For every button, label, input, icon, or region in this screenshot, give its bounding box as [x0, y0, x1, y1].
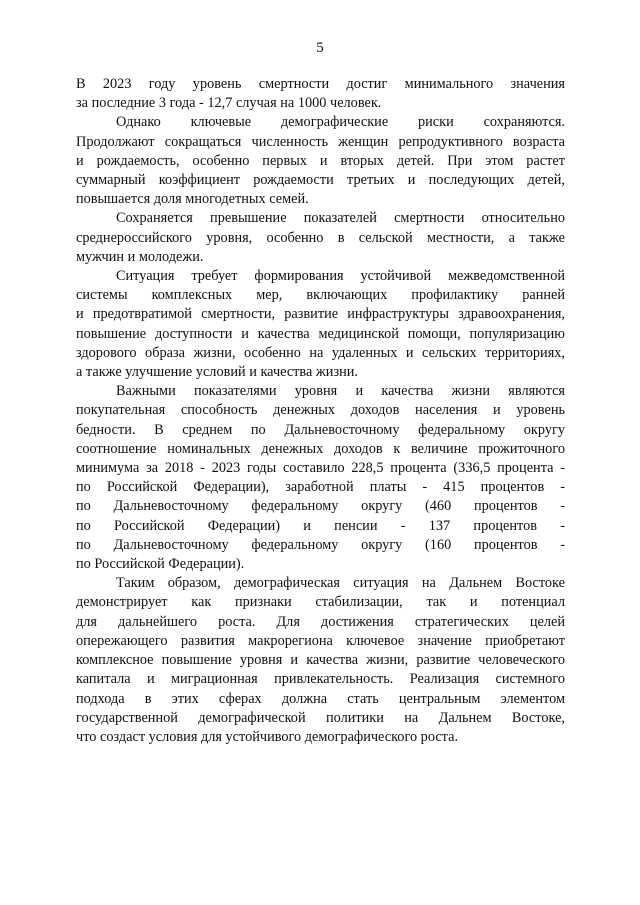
text-line: мужчин и молодежи. [76, 248, 204, 265]
text-line: Сохраняется превышение показателей смертности относительно [116, 210, 565, 227]
text-line: государственной демографической политики на Дальнем Востоке, [76, 709, 565, 726]
text-line: Ситуация требует формирования устойчивой межведомственной [116, 268, 565, 285]
text-line: подхода в этих сферах должна стать центральным элементом [76, 690, 565, 707]
text-line: бедности. В среднем по Дальневосточному федеральному округу [76, 421, 565, 438]
text-line: Однако ключевые демографические риски сохраняются. [116, 114, 565, 131]
text-line: повышается доля многодетных семей. [76, 191, 309, 208]
text-line: Продолжают сокращаться численность женщин репродуктивного возраста [76, 133, 565, 150]
text-line: по Российской Федерации) и пенсии - 137 процентов - [76, 517, 565, 534]
text-line: среднероссийского уровня, особенно в сельской местности, а также [76, 229, 565, 246]
text-line: комплексное повышение уровня и качества жизни, развитие человеческого [76, 652, 565, 669]
text-line: опережающего развития макрорегиона ключевое значение приобретают [76, 632, 565, 649]
document-body [76, 75, 565, 747]
text-line: а также улучшение условий и качества жизни. [76, 364, 358, 381]
paragraph [76, 574, 565, 747]
text-line: покупательная способность денежных доходов населения и уровень [76, 402, 565, 419]
text-line: что создаст условия для устойчивого демографического роста. [76, 728, 459, 745]
paragraph [76, 113, 565, 209]
text-line: по Российской Федерации). [76, 556, 245, 573]
text-line: Важными показателями уровня и качества жизни являются [116, 383, 565, 400]
text-line: и предотвратимой смертности, развитие инфраструктуры здравоохранения, [76, 306, 565, 323]
text-line: соотношение номинальных денежных доходов к величине прожиточного [76, 440, 565, 457]
text-line: и рождаемость, особенно первых и вторых детей. При этом растет [76, 152, 565, 169]
text-line: демонстрирует как признаки стабилизации, так и потенциал [76, 594, 565, 611]
paragraph [76, 267, 565, 382]
paragraph [76, 382, 565, 574]
text-line: здорового образа жизни, особенно на удаленных и сельских территориях, [76, 344, 565, 361]
text-line: капитала и миграционная привлекательность. Реализация системного [76, 671, 565, 688]
paragraph [76, 209, 565, 267]
text-line: минимума за 2018 - 2023 годы составило 228,5 процента (336,5 процента - [76, 460, 565, 477]
text-line: по Дальневосточному федеральному округу (160 процентов - [76, 536, 565, 553]
text-line: для дальнейшего роста. Для достижения стратегических целей [76, 613, 565, 630]
page-number: 5 [316, 40, 324, 56]
text-line: по Российской Федерации), заработной платы - 415 процентов - [76, 479, 565, 496]
text-line: по Дальневосточному федеральному округу (460 процентов - [76, 498, 565, 515]
text-line: В 2023 году уровень смертности достиг минимального значения [76, 76, 565, 92]
text-line: суммарный коэффициент рождаемости третьих и последующих детей, [76, 172, 565, 189]
text-line: системы комплексных мер, включающих профилактику ранней [76, 287, 565, 304]
paragraph [76, 75, 565, 113]
text-line: Таким образом, демографическая ситуация на Дальнем Востоке [116, 575, 565, 592]
text-line: повышение доступности и качества медицинской помощи, популяризацию [76, 325, 565, 342]
text-line: за последние 3 года - 12,7 случая на 1000 человек. [76, 95, 382, 112]
